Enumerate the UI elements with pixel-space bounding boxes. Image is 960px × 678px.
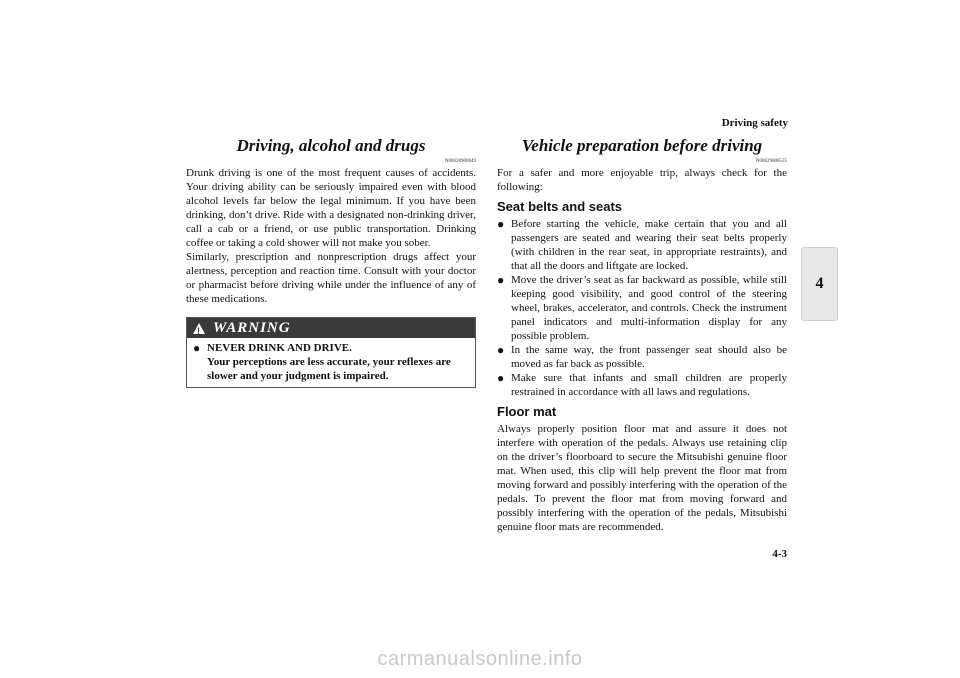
bullet-icon: ● — [497, 371, 505, 385]
list-item-text: In the same way, the front passenger seat should also be moved as far back as possible. — [511, 344, 787, 370]
list-item-text: Move the driver’s seat as far backward as possible, while still keeping good visibility, and good control of the steering wheel, brakes, accelerator, and controls. Check the instrument panel indicators and multi-information display for any possible problem. — [511, 274, 787, 342]
section-title-preparation: Vehicle preparation before driving — [521, 136, 763, 155]
warning-triangle-icon: ! — [193, 323, 205, 334]
paragraph: Drunk driving is one of the most frequent causes of accidents. Your driving ability can be seriously impaired even with blood alcohol levels far below the legal minimum. If you have been drinking, don’t drive. Ride with a designated non-drinking driver, call a cab or a friend, or use public transportation. Drinking coffee or taking a cold shower will not make you sober. — [186, 167, 476, 249]
left-column — [186, 133, 476, 388]
warning-item-text: Your perceptions are less accurate, your reflexes are slower and your judgment is impaired. — [207, 356, 451, 382]
floor-mat-paragraph: Always properly position floor mat and assure it does not interfere with operation of the pedals. Always use retaining clip on the driver’s floorboard to secure the Mitsubishi genuine floor mat. When used, this clip will help prevent the floor mat from moving forward and possibly interfering with the operation of the pedals. To prevent the floor mat from moving forward and possibly interfering with the operation of the pedals, Mitsubishi genuine floor mats are recommended. — [497, 423, 787, 533]
warning-item — [193, 341, 469, 383]
watermark-link[interactable]: carmanualsonline.info — [377, 648, 583, 670]
page-number: 4-3 — [772, 548, 787, 560]
section-code: N00628900049 — [444, 159, 476, 164]
list-item — [497, 371, 787, 399]
list-item — [497, 217, 787, 273]
intro-paragraph: For a safer and more enjoyable trip, always check for the following: — [497, 167, 787, 193]
warning-box — [186, 317, 476, 388]
right-column — [497, 133, 787, 534]
paragraph: Similarly, prescription and nonprescription drugs affect your alertness, perception and reaction time. Consult with your doctor or pharmacist before driving while under the influence of any of these medications. — [186, 251, 476, 305]
bullet-icon: ● — [497, 343, 505, 357]
list-item — [497, 273, 787, 343]
bullet-icon: ● — [193, 341, 201, 355]
bullet-icon: ● — [497, 273, 505, 287]
section-title-alcohol: Driving, alcohol and drugs — [236, 136, 426, 155]
section-code: N00629000535 — [755, 159, 787, 164]
subheading-floor-mat: Floor mat — [497, 404, 557, 419]
warning-item-title: NEVER DRINK AND DRIVE. — [207, 342, 352, 354]
warning-label: WARNING — [213, 320, 291, 336]
bullet-icon: ● — [497, 217, 505, 231]
warning-header — [187, 318, 475, 338]
running-header: Driving safety — [721, 117, 788, 129]
list-item-text: Before starting the vehicle, make certain that you and all passengers are seated and wearing their seat belts properly (with children in the rear seat, in appropriate restraints), and that all the doors and liftgate are locked. — [511, 218, 787, 272]
chapter-tab: 4 — [801, 247, 838, 321]
list-item-text: Make sure that infants and small children are properly restrained in accordance with all laws and regulations. — [511, 372, 787, 398]
list-item — [497, 343, 787, 371]
subheading-seat-belts: Seat belts and seats — [497, 199, 622, 214]
warning-body — [187, 338, 475, 387]
